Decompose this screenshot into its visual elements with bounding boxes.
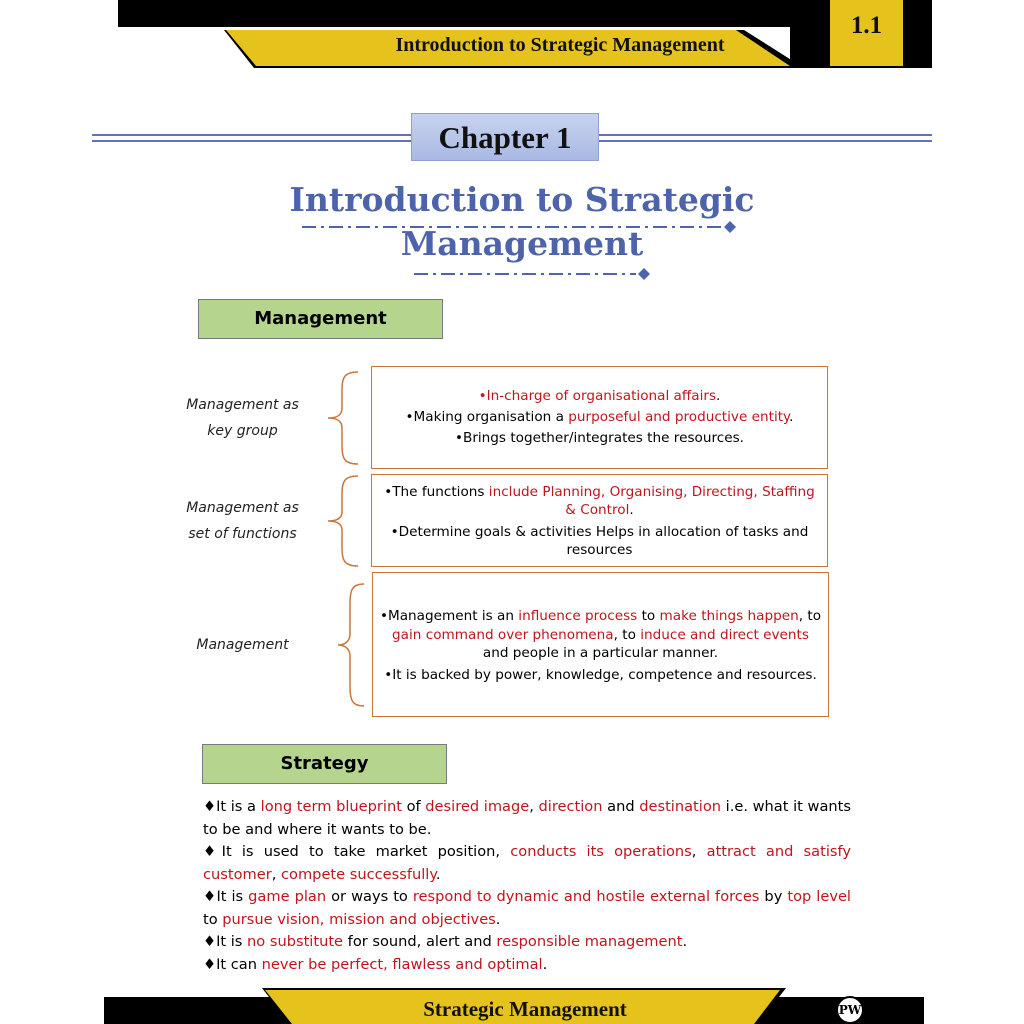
text-segment: ♦It can <box>203 955 262 973</box>
text-segment: i.e. what it wants to be and where it wants to be. <box>203 798 851 838</box>
highlighted-text: destination <box>639 798 722 815</box>
text-segment: . <box>542 955 548 973</box>
highlighted-text: long term blueprint <box>260 798 402 815</box>
highlighted-text: induce and direct events <box>640 626 809 643</box>
text-segment: to <box>203 910 223 928</box>
text-segment: or ways to <box>326 888 413 905</box>
row3-label-line1: Management <box>196 637 289 653</box>
highlighted-text: compete successfully <box>281 865 436 883</box>
text-segment: ♦It is a <box>203 798 261 815</box>
highlighted-text: attract and satisfy customer <box>203 843 851 883</box>
text-segment: •The functions <box>384 484 489 500</box>
row1-box <box>371 366 828 469</box>
text-segment: •It is backed by power, knowledge, competence and resources. <box>384 666 817 683</box>
text-segment: ♦It is <box>203 933 248 950</box>
text-segment: . <box>789 409 794 425</box>
row1-label-line1: Management as <box>186 397 299 413</box>
row2-label-line2: set of functions <box>188 526 297 542</box>
strategy-heading: Strategy <box>202 744 447 784</box>
strategy-point <box>203 841 851 886</box>
text-segment: . <box>435 865 441 883</box>
highlighted-text: conducts its operations <box>510 843 692 860</box>
text-segment: . <box>716 388 721 404</box>
chapter-title-line2: Management <box>400 224 644 263</box>
highlighted-text: responsible management <box>496 933 683 950</box>
text-segment: of <box>401 798 426 815</box>
text-segment: for sound, alert and <box>343 933 497 950</box>
text-segment: and <box>602 798 640 815</box>
highlighted-text: no substitute <box>247 933 344 950</box>
text-segment: . <box>629 502 634 518</box>
highlighted-text: game plan <box>248 888 327 905</box>
highlighted-text: respond to dynamic and hostile external forces <box>412 888 760 905</box>
title-underline-2 <box>414 267 654 281</box>
pw-logo: PW <box>836 996 864 1024</box>
row3-point <box>379 607 822 663</box>
text-segment: , <box>691 843 707 860</box>
chapter-title-line1: Introduction to Strategic <box>289 180 755 219</box>
row3-point <box>379 666 822 685</box>
text-segment: , <box>529 798 539 815</box>
row1-point <box>378 408 821 427</box>
highlighted-text: gain command over phenomena <box>392 626 614 643</box>
text-segment: ♦It is used to take market position, <box>203 843 511 860</box>
text-segment: •Management is an <box>379 608 519 624</box>
highlighted-text: make things happen <box>659 608 799 624</box>
text-segment: , <box>271 865 282 883</box>
text-segment: and people in a particular manner. <box>482 645 719 661</box>
text-segment: ♦It is <box>203 888 249 905</box>
row2-point <box>378 523 821 559</box>
row1-point <box>378 387 821 406</box>
text-segment: •Brings together/integrates the resources. <box>454 430 745 446</box>
text-segment: to <box>637 608 660 624</box>
text-segment: . <box>495 910 501 928</box>
highlighted-text: desired image <box>425 798 530 815</box>
page-number: 1.1 <box>830 0 903 66</box>
text-segment: by <box>759 888 788 905</box>
row3-brace <box>334 582 370 708</box>
chapter-label: Chapter 1 <box>411 113 599 161</box>
footer-title: Strategic Management <box>423 997 627 1021</box>
strategy-point <box>203 796 851 841</box>
row2-box <box>371 474 828 567</box>
highlighted-text: influence process <box>518 608 638 624</box>
row2-point <box>378 483 821 519</box>
row1-brace <box>324 370 364 466</box>
text-segment: , to <box>798 608 822 624</box>
row3-label <box>170 632 315 658</box>
row2-brace <box>324 474 364 568</box>
row2-label-line1: Management as <box>186 500 299 516</box>
management-heading: Management <box>198 299 443 339</box>
highlighted-text: •In-charge of organisational affairs <box>478 388 717 404</box>
row1-label-line2: key group <box>207 423 278 439</box>
highlighted-text: purposeful and productive entity <box>568 409 790 425</box>
row2-label <box>170 495 315 547</box>
strategy-point <box>203 931 851 954</box>
highlighted-text: never be perfect, flawless and optimal <box>261 955 543 973</box>
highlighted-text: include Planning, Organising, Directing, Staffing & Control <box>488 484 815 518</box>
text-segment: •Determine goals & activities Helps in allocation of tasks and resources <box>390 524 809 558</box>
text-segment: . <box>682 933 688 950</box>
text-segment: •Making organisation a <box>405 409 569 425</box>
strategy-point <box>203 954 851 977</box>
row1-label <box>170 392 315 444</box>
text-segment: , to <box>613 626 641 643</box>
strategy-point <box>203 886 851 931</box>
strategy-points <box>203 796 851 976</box>
header-bar <box>118 0 932 27</box>
row1-point <box>378 429 821 448</box>
highlighted-text: direction <box>538 798 603 815</box>
highlighted-text: pursue vision, mission and objectives <box>222 910 496 928</box>
row3-box <box>372 572 829 717</box>
highlighted-text: top level <box>787 888 851 905</box>
header-title: Introduction to Strategic Management <box>395 34 725 56</box>
